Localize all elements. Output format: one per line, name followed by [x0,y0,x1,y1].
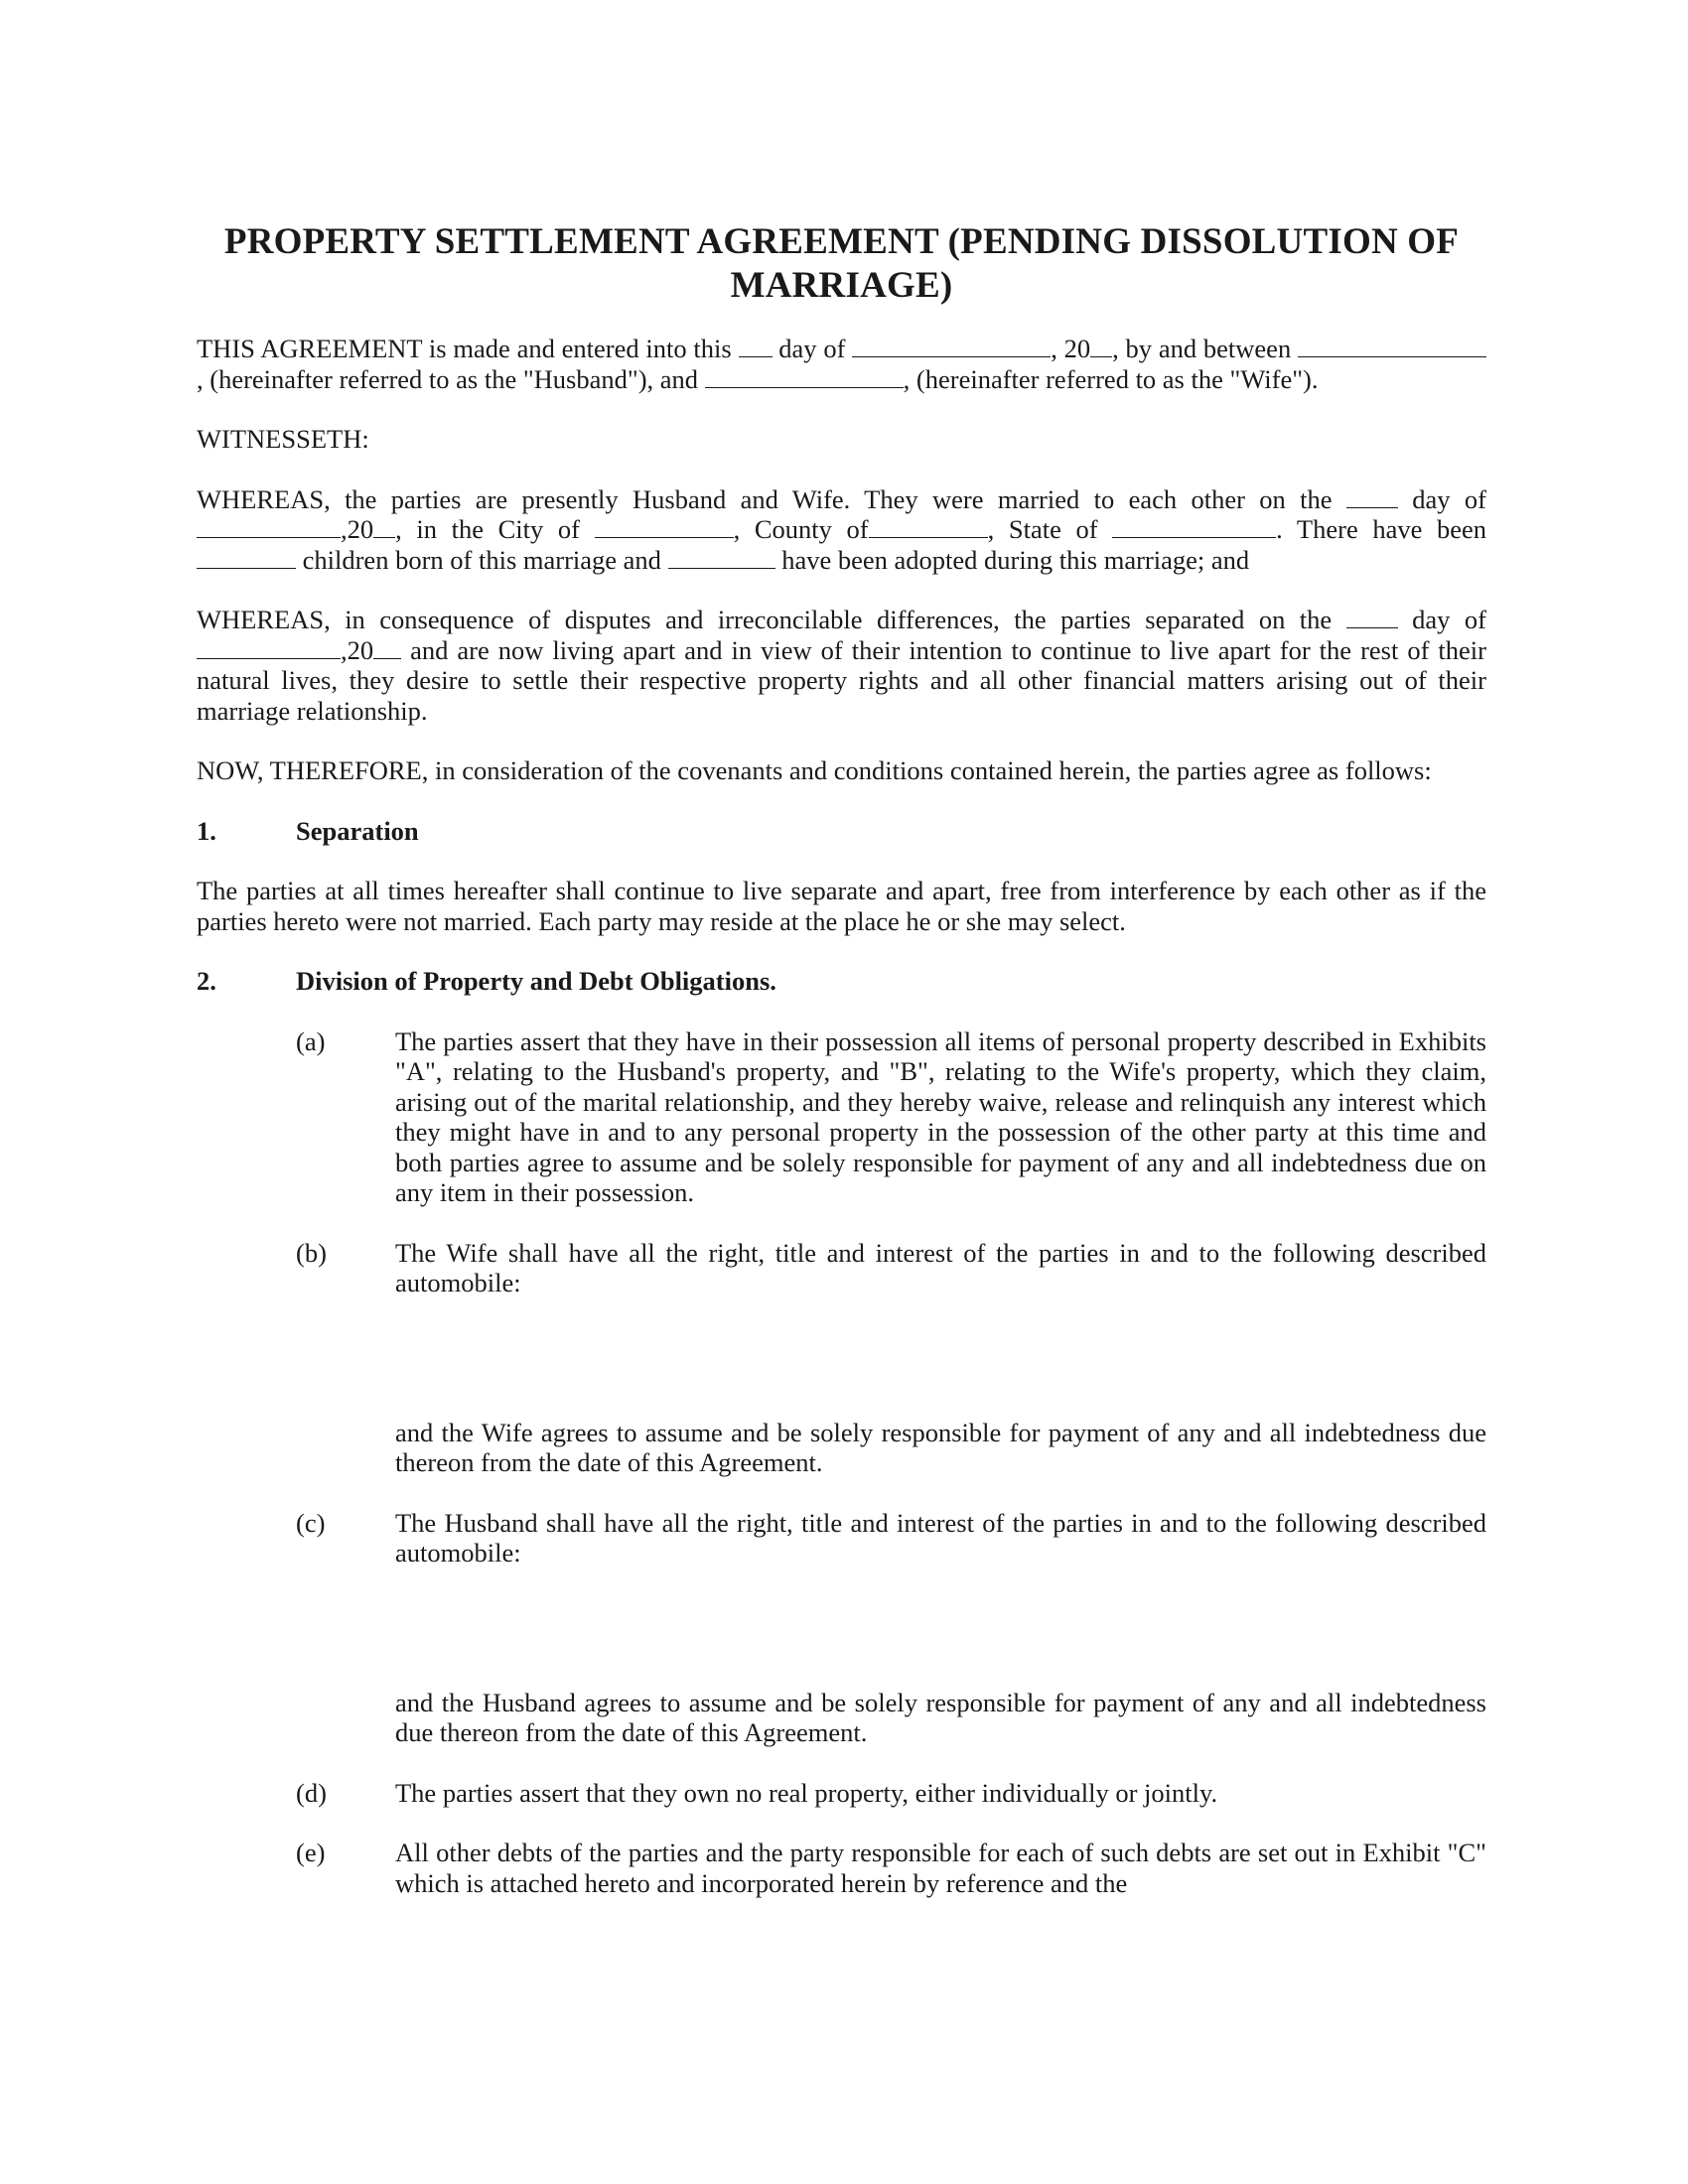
children-adopted-blank [668,568,775,569]
whereas-text: WHEREAS, the parties are presently Husband and Wife. They were married to each other on the [197,483,1346,514]
husband-name-blank [1298,356,1486,357]
separation-year-blank [373,658,401,659]
children-born-blank [197,568,296,569]
clause-c-continuation: and the Husband agrees to assume and be solely responsible for payment of any and all indebtedness due thereon from the date of this Agreement. [395,1687,1486,1747]
clause-text: The Wife shall have all the right, title and interest of the parties in and to the following described automobile: [395,1237,1486,1297]
clause-letter: (c) [296,1507,326,1538]
intro-text: , by and between [1112,334,1298,363]
document-title: PROPERTY SETTLEMENT AGREEMENT (PENDING DISSOLUTION OF MARRIAGE) [223,221,1460,306]
section-number: 1. [197,815,216,846]
separation-day-blank [1346,627,1398,628]
whereas-text: , County of [733,514,869,544]
clause-text: The Husband shall have all the right, title and interest of the parties in and to the following described automobile: [395,1507,1486,1568]
intro-text: , 20 [1051,334,1091,363]
now-therefore-paragraph: NOW, THEREFORE, in consideration of the covenants and conditions contained herein, the parties agree as follows: [197,755,1432,785]
clause-c [197,1508,1486,1569]
whereas-text: ,20 [341,634,374,665]
marriage-day-blank [1346,507,1398,508]
day-blank [739,356,773,357]
marriage-month-blank [197,537,341,538]
year-blank [1090,356,1112,357]
month-blank [852,356,1051,357]
section-number: 2. [197,966,216,996]
clause-a [197,1026,1486,1208]
automobile-description-space [197,1598,1486,1688]
city-blank [595,537,734,538]
clause-text: The parties assert that they own no real property, either individually or jointly. [395,1777,1218,1808]
intro-paragraph [197,334,1486,394]
whereas-text: WHEREAS, in consequence of disputes and irreconcilable differences, the parties separated on the [197,605,1346,634]
whereas-text: ,20 [341,514,374,544]
automobile-description-space [197,1328,1486,1418]
intro-text: , (hereinafter referred to as the "Wife"). [903,363,1319,394]
wife-name-blank [705,387,904,388]
intro-text: day of [772,334,853,363]
clause-b-continuation: and the Wife agrees to assume and be solely responsible for payment of any and all indebtedness due thereon from the date of this Agreement. [395,1417,1486,1477]
clause-letter: (e) [296,1838,326,1867]
section-1-text: The parties at all times hereafter shall continue to live separate and apart, free from interference by each other as if the parties hereto were not married. Each party may reside at the place he or she may select. [197,876,1486,936]
clause-e [197,1838,1486,1898]
whereas-text: , State of [987,514,1113,544]
whereas-text: day of [1397,483,1486,514]
county-blank [869,537,988,538]
whereas-marriage-paragraph [197,484,1486,576]
whereas-text: . There have been [1276,514,1487,544]
clause-d [197,1778,1486,1809]
section-2-heading [197,966,1486,997]
clause-letter: (d) [296,1777,327,1808]
clause-letter: (a) [296,1025,326,1056]
whereas-text: have been adopted during this marriage; and [774,544,1250,575]
clause-letter: (b) [296,1237,327,1268]
separation-month-blank [197,658,341,659]
clause-b [197,1238,1486,1298]
section-title: Separation [296,815,419,846]
clause-text: All other debts of the parties and the party responsible for each of such debts are set out in Exhibit "C" which is attached hereto and incorporated herein by reference and the [395,1838,1486,1898]
witnesseth-label: WITNESSETH: [197,424,369,454]
intro-text: THIS AGREEMENT is made and entered into this [197,334,739,363]
intro-text: , (hereinafter referred to as the "Husband"), and [197,363,705,394]
marriage-year-blank [373,537,395,538]
whereas-text: children born of this marriage and [296,544,668,575]
whereas-text: , in the City of [395,514,595,544]
whereas-text: day of [1397,605,1486,634]
whereas-text: and are now living apart and in view of their intention to continue to live apart for the rest of their natural lives, they desire to settle their respective property rights and all other financial matters arising out of their marriage relationship. [197,634,1486,726]
whereas-separation-paragraph [197,605,1486,726]
clause-text: The parties assert that they have in their possession all items of personal property described in Exhibits "A", relating to the Husband's property, and "B", relating to the Wife's property, which they claim, arising out of the marital relationship, and they hereby waive, release and relinquish any interest which they might have in and to any personal property in the possession of the other party at this time and both parties agree to assume and be solely responsible for payment of any and all indebtedness due on any item in their possession. [395,1025,1486,1207]
state-blank [1112,537,1276,538]
section-1-heading [197,816,1486,847]
section-title: Division of Property and Debt Obligations. [296,966,776,996]
